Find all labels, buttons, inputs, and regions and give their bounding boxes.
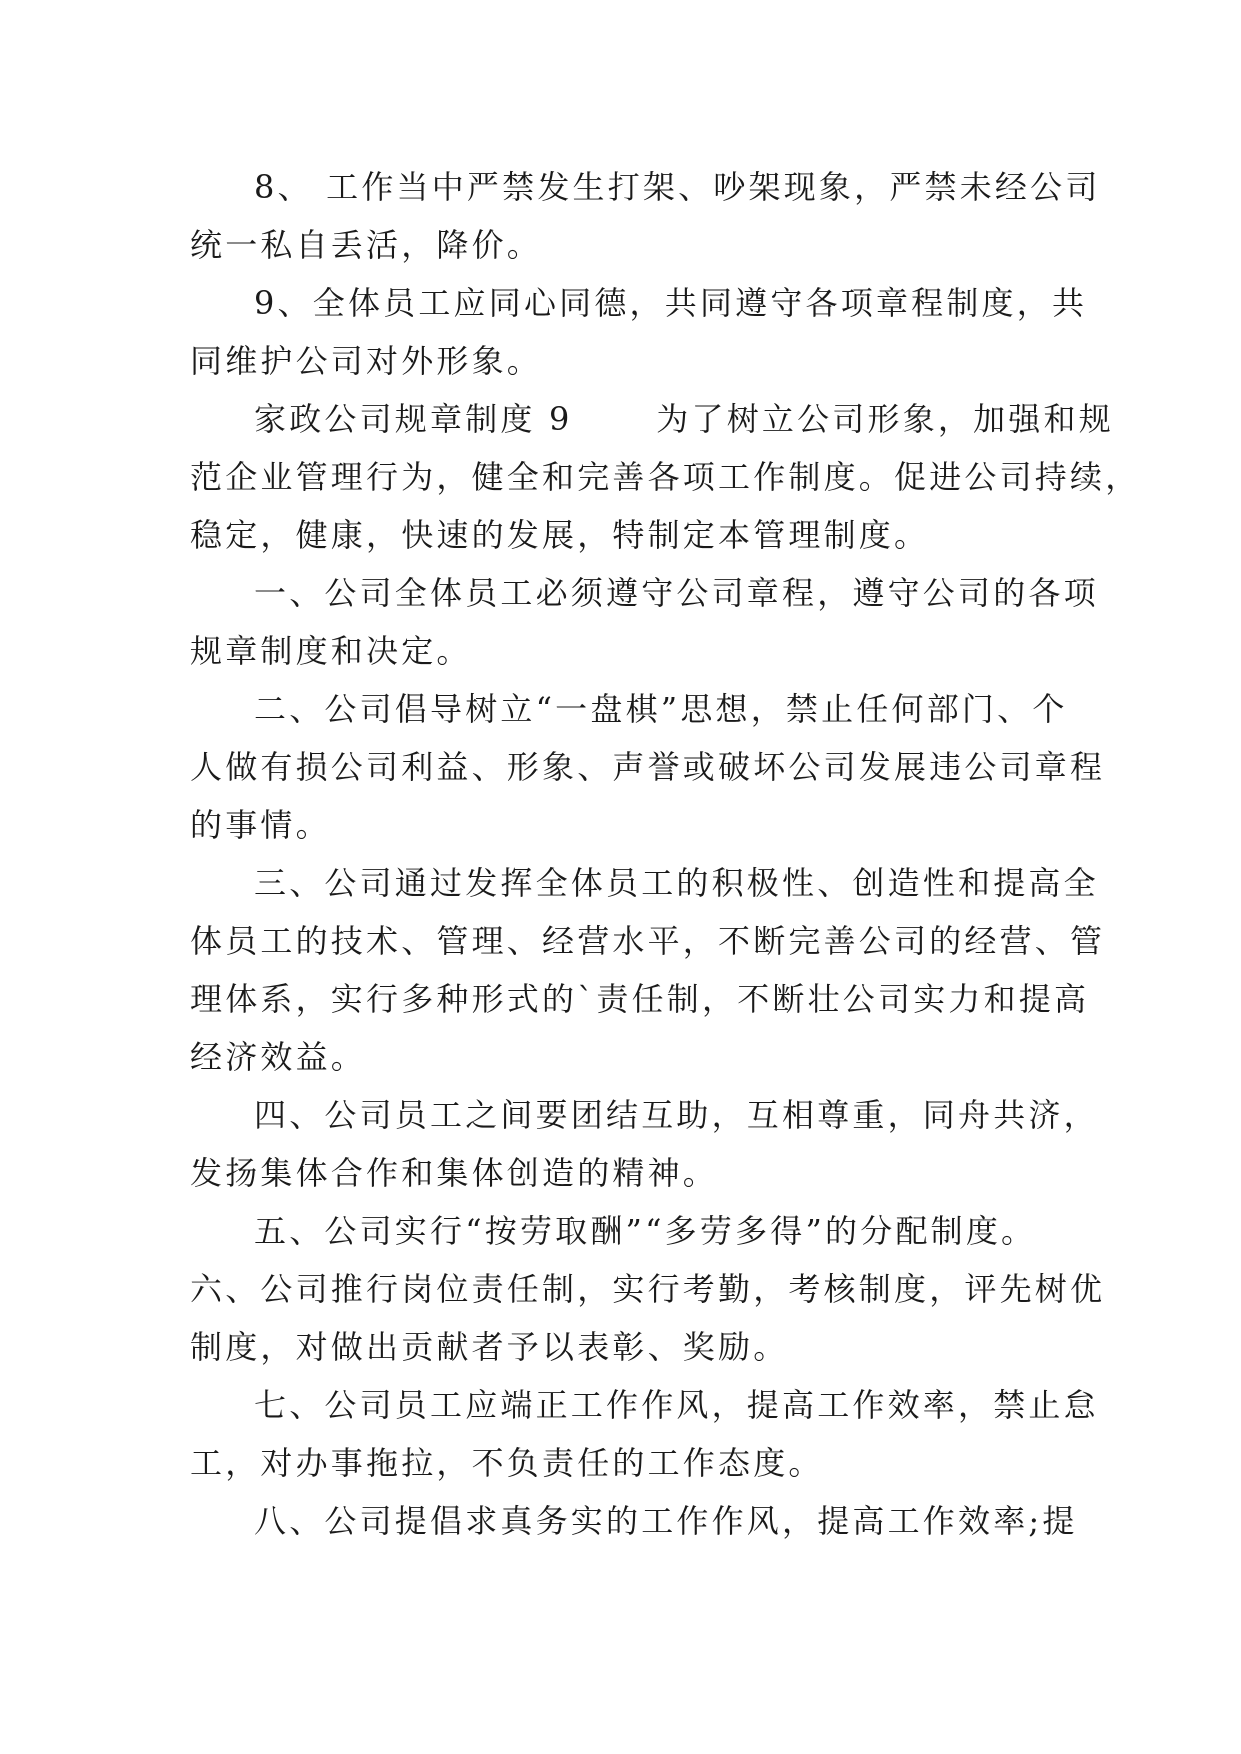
document-body xyxy=(190,158,1141,1550)
text-line: 四、公司员工之间要团结互助，互相尊重，同舟共济， xyxy=(254,1096,1099,1134)
text-line: 经济效益。 xyxy=(190,1038,367,1076)
text-line: 六、公司推行岗位责任制，实行考勤，考核制度，评先树优 xyxy=(190,1270,1106,1308)
text-line: 发扬集体合作和集体创造的精神。 xyxy=(190,1154,719,1192)
text-line: 家政公司规章制度 9 为了树立公司形象，加强和规 xyxy=(254,400,1114,438)
text-line: 工，对办事拖拉，不负责任的工作态度。 xyxy=(190,1444,824,1482)
text-line: 一、公司全体员工必须遵守公司章程，遵守公司的各项 xyxy=(254,574,1099,612)
text-line: 的事情。 xyxy=(190,806,331,844)
text-line: 同维护公司对外形象。 xyxy=(190,342,543,380)
text-line: 统一私自丢活，降价。 xyxy=(190,226,543,264)
text-line: 八、公司提倡求真务实的工作作风，提高工作效率;提 xyxy=(254,1502,1078,1540)
text-line: 制度，对做出贡献者予以表彰、奖励。 xyxy=(190,1328,789,1366)
text-line: 三、公司通过发挥全体员工的积极性、创造性和提高全 xyxy=(254,864,1099,902)
text-line: 规章制度和决定。 xyxy=(190,632,472,670)
text-line: 理体系，实行多种形式的`责任制，不断壮公司实力和提高 xyxy=(190,980,1090,1018)
text-line: 稳定，健康，快速的发展，特制定本管理制度。 xyxy=(190,516,930,554)
text-line: 体员工的技术、管理、经营水平，不断完善公司的经营、管 xyxy=(190,922,1106,960)
text-line: 二、公司倡导树立“一盘棋”思想，禁止任何部门、个 xyxy=(254,690,1068,728)
text-line: 范企业管理行为，健全和完善各项工作制度。促进公司持续， xyxy=(190,458,1141,496)
text-line: 七、公司员工应端正工作作风，提高工作效率，禁止怠 xyxy=(254,1386,1099,1424)
text-line: 五、公司实行“按劳取酬”“多劳多得”的分配制度。 xyxy=(254,1212,1037,1250)
text-line: 9、全体员工应同心同德，共同遵守各项章程制度，共 xyxy=(254,284,1088,322)
text-line: 8、 工作当中严禁发生打架、吵架现象，严禁未经公司 xyxy=(254,168,1101,206)
text-line: 人做有损公司利益、形象、声誉或破坏公司发展违公司章程 xyxy=(190,748,1106,786)
